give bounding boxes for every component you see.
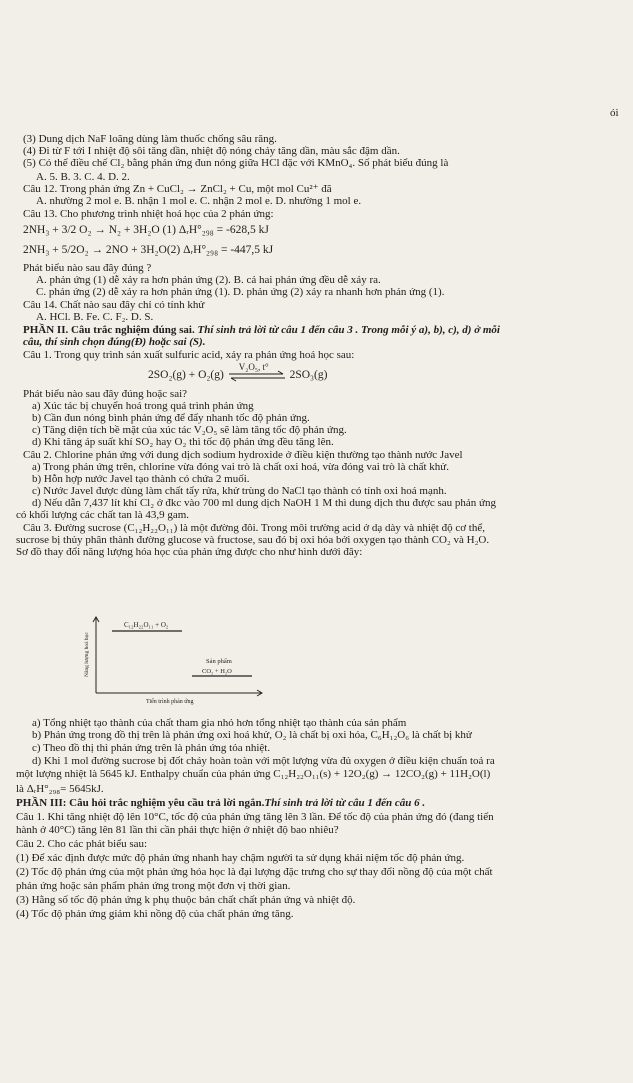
- p2q1-item-d: d) Khi tăng áp suất khí SO₂ hay O₂ thì tốc độ phản ứng đều tăng lên.: [32, 436, 334, 448]
- part-3-heading-bold: PHẦN III: Câu hỏi trắc nghiệm yêu cầu trả lời ngắn.: [16, 797, 265, 809]
- part-2-heading: [23, 324, 500, 336]
- q13-equation-2: 2NH₃ + 5/2O₂ → 2NO + 3H₂O(2) ΔᵣH°₂₉₈ = -447,5 kJ: [23, 244, 274, 256]
- p2q2-item-a: a) Trong phản ứng trên, chlorine vừa đóng vai trò là chất oxi hoá, vừa đóng vai trò là chất khử.: [32, 461, 450, 473]
- energy-diagram: [82, 613, 272, 705]
- p3q2-statement-4: (4) Tốc độ phản ứng giảm khi nồng độ của chất phản ứng tăng.: [16, 908, 294, 920]
- q13-equation-1: 2NH₃ + 3/2 O₂ → N₂ + 3H₂O (1) ΔᵣH°₂₉₈ = -628,5 kJ: [23, 224, 269, 236]
- p2q2-item-b: b) Hỗn hợp nước Javel tạo thành có chứa 2 muối.: [32, 473, 250, 485]
- q13-prompt: Phát biểu nào sau đây đúng ?: [23, 262, 152, 274]
- q13-options-cd: C. phản ứng (2) dễ xảy ra hơn phản ứng (1). D. phản ứng (2) xảy ra nhanh hơn phản ứng (1).: [36, 286, 445, 298]
- q13-options-ab: A. phản ứng (1) dễ xảy ra hơn phản ứng (2). B. cả hai phản ứng đều dễ xảy ra.: [36, 274, 381, 286]
- page-corner-text: ói: [610, 107, 619, 119]
- p3q2-statement-2-cont: phản ứng hoặc sản phẩm phản ứng trong một đơn vị thời gian.: [16, 880, 291, 892]
- p3-question-1-cont: hành ở 40°C) tăng lên 81 lần thì cần phải thực hiện ở nhiệt độ bao nhiêu?: [16, 824, 339, 836]
- product-formula-label: CO₂ + H₂O: [202, 668, 232, 675]
- energy-diagram-svg: [82, 613, 272, 705]
- statement-5: (5) Có thể điều chế Cl₂ bằng phản ứng đun nóng giữa HCl đặc với KMnO₄. Số phát biểu đúng là: [23, 157, 449, 169]
- reversible-arrow-icon: [227, 370, 287, 382]
- p2q3-item-d-cont: một lượng nhiệt là 5645 kJ. Enthalpy chuẩn của phản ứng C₁₂H₂₂O₁₁(s) + 12O₂(g) → 12CO₂(g) + 11H₂O(l): [16, 768, 491, 780]
- p3q2-statement-1: (1) Để xác định được mức độ phản ứng nhanh hay chậm người ta sử dụng khái niệm tốc độ phản ứng.: [16, 852, 465, 864]
- p2q3-line-3: Sơ đồ thay đổi năng lượng hóa học của phản ứng được cho như hình dưới đây:: [16, 546, 363, 558]
- p2q3-item-d-cont-2: là ΔᵣH°₂₉₈= 5645kJ.: [16, 783, 104, 795]
- p2q1-equation: [148, 362, 328, 381]
- question-12: Câu 12. Trong phản ứng Zn + CuCl₂ → ZnCl₂ + Cu, một mol Cu²⁺ đã: [23, 183, 332, 195]
- p2q3-item-c: c) Theo đồ thị thì phản ứng trên là phản ứng tỏa nhiệt.: [32, 742, 271, 754]
- p3-question-1: Câu 1. Khi tăng nhiệt độ lên 10°C, tốc độ của phản ứng tăng lên 3 lần. Để tốc độ của phản ứng đó (đang tiến: [16, 811, 494, 823]
- product-title-label: Sản phẩm: [206, 658, 232, 665]
- p3q2-statement-2: (2) Tốc độ phản ứng của một phản ứng hóa học là đại lượng đặc trưng cho sự thay đổi nồng độ của một chất: [16, 866, 493, 878]
- p2q2-item-d: d) Nếu dẫn 7,437 lít khí Cl₂ ở đkc vào 700 ml dung dịch NaOH 1 M thì dung dịch thu được sau phản ứng: [32, 497, 496, 509]
- p2q1-item-a: a) Xúc tác bị chuyển hoá trong quá trình phản ứng: [32, 400, 254, 412]
- reactant-label: C₁₂H₂₂O₁₁ + O₂: [124, 621, 169, 629]
- p2q2-item-d-cont: có khối lượng các chất tan là 43,9 gam.: [16, 509, 190, 521]
- part-2-heading-line-2: câu, thí sinh chọn đúng(Đ) hoặc sai (S).: [23, 336, 206, 348]
- x-axis-label: Tiến trình phản ứng: [146, 699, 194, 705]
- p2q1-item-c: c) Tăng diện tích bề mặt của xúc tác V₂O₅ sẽ làm tăng tốc độ phản ứng.: [32, 424, 347, 436]
- part-3-heading: [16, 797, 425, 809]
- p2q3-item-a: a) Tổng nhiệt tạo thành của chất tham gia nhỏ hơn tổng nhiệt tạo thành của sản phẩm: [32, 717, 407, 729]
- p2q3-line-2: sucrose bị thủy phân thành đường glucose và fructose, sau đó bị oxi hóa bởi oxygen tạo thành CO₂ và H₂O.: [16, 534, 490, 546]
- part-2-heading-italic: Thí sinh trả lời từ câu 1 đến câu 3 . Trong mỗi ý a), b), c), d) ở mỗi: [194, 324, 500, 336]
- y-axis-label: Năng lượng hoá học: [84, 632, 90, 677]
- question-14: Câu 14. Chất nào sau đây chỉ có tính khử: [23, 299, 205, 311]
- q12-options: A. nhường 2 mol e. B. nhận 1 mol e. C. nhận 2 mol e. D. nhường 1 mol e.: [36, 195, 362, 207]
- p2q2-item-c: c) Nước Javel được dùng làm chất tẩy rửa, khử trùng do NaCl tạo thành có tính oxi hoá mạnh.: [32, 485, 447, 497]
- p2q1-prompt: Phát biểu nào sau đây đúng hoặc sai?: [23, 388, 188, 400]
- p2q1-item-b: b) Cần đun nóng bình phản ứng để đẩy nhanh tốc độ phản ứng.: [32, 412, 310, 424]
- p2q3-item-b: b) Phản ứng trong đồ thị trên là phản ứng oxi hoá khử, O₂ là chất bị oxi hóa, C₆H₁₂O₆ là chất bị khử: [32, 729, 472, 741]
- q11-options: A. 5. B. 3. C. 4. D. 2.: [36, 171, 130, 183]
- statement-4: (4) Đi từ F tới I nhiệt độ sôi tăng dần, nhiệt độ nóng chảy tăng dần, màu sắc đậm dần.: [23, 145, 400, 157]
- p3q2-statement-3: (3) Hằng số tốc độ phản ứng k phụ thuộc bản chất chất phản ứng và nhiệt độ.: [16, 894, 356, 906]
- p3-question-2: Câu 2. Cho các phát biểu sau:: [16, 838, 148, 850]
- equation-products: 2SO₃(g): [289, 369, 328, 381]
- p2-question-2: Câu 2. Chlorine phản ứng với dung dịch sodium hydroxide ở điều kiện thường tạo thành nước Javel: [23, 449, 463, 461]
- question-13: Câu 13. Cho phương trình nhiệt hoá học của 2 phản ứng:: [23, 208, 274, 220]
- statement-3: (3) Dung dịch NaF loãng dùng làm thuốc chống sâu răng.: [23, 133, 277, 145]
- equation-reactants: 2SO₂(g) + O₂(g): [148, 369, 224, 381]
- q14-options: A. HCl. B. Fe. C. F₂. D. S.: [36, 311, 154, 323]
- p2q3-item-d: d) Khi 1 mol đường sucrose bị đốt cháy hoàn toàn với một lượng vừa đủ oxygen ở điều kiện chuẩn toả ra: [32, 755, 495, 767]
- catalyst-label: V₂O₅, t°: [238, 362, 269, 373]
- part-3-heading-italic: Thí sinh trả lời từ câu 1 đến câu 6 .: [264, 797, 426, 809]
- p2-question-3: Câu 3. Đường sucrose (C₁₂H₂₂O₁₁) là một đường đôi. Trong môi trường acid ở dạ dày và nhiệt độ cơ thể,: [23, 522, 485, 534]
- part-2-heading-bold: PHẦN II. Câu trắc nghiệm đúng sai.: [23, 324, 195, 336]
- p2-question-1: Câu 1. Trong quy trình sản xuất sulfuric acid, xảy ra phản ứng hoá học sau:: [23, 349, 355, 361]
- equilibrium-arrow: [227, 362, 287, 381]
